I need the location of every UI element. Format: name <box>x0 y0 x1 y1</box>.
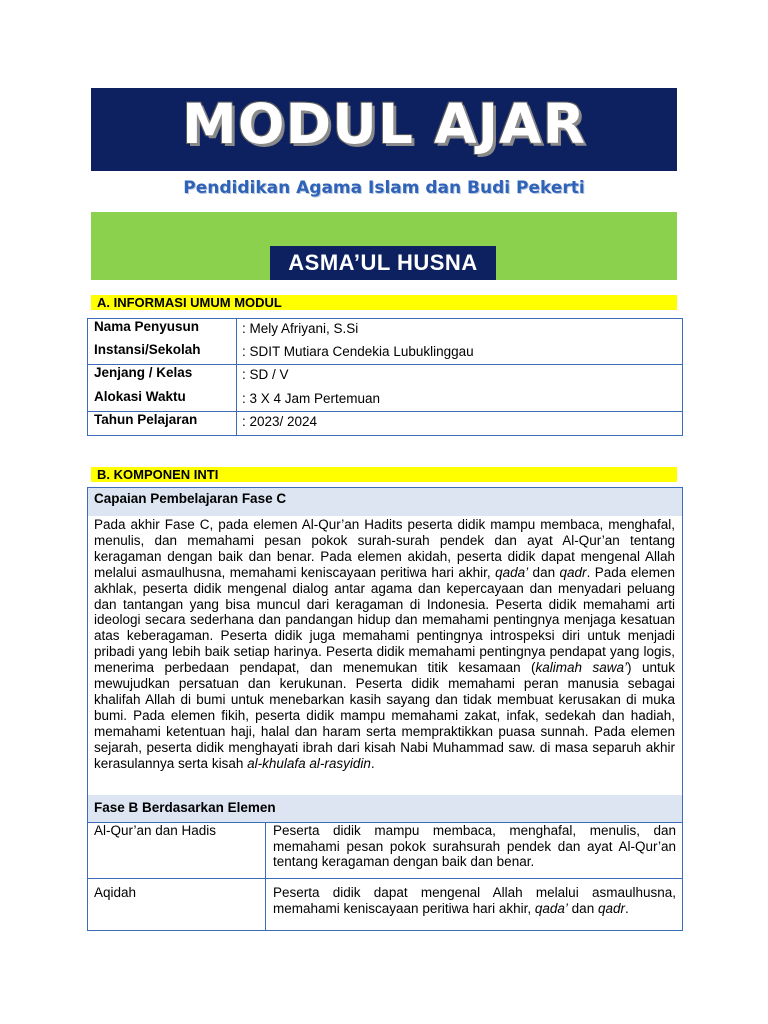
info-label: Jenjang / Kelas <box>94 365 193 380</box>
info-value: : 3 X 4 Jam Pertemuan <box>242 391 381 406</box>
info-label: Instansi/Sekolah <box>94 342 201 357</box>
section-a-heading: A. INFORMASI UMUM MODUL <box>91 295 677 310</box>
info-label: Tahun Pelajaran <box>94 412 198 427</box>
info-row <box>88 342 682 364</box>
element-row-divider <box>88 878 682 879</box>
element-description: Peserta didik dapat mengenal Allah melalui asmaulhusna, memahami keniscayaan peritiwa hari akhir, qada’ dan qadr. <box>273 885 676 916</box>
document-title: MODUL AJAR <box>182 92 586 156</box>
element-description: Peserta didik mampu membaca, menghafal, menulis, dan memahami pesan pokok surahsurah pendek dan ayat Al-Qur’an tentang keragaman dengan baik dan benar. <box>273 823 676 869</box>
section-b-heading: B. KOMPONEN INTI <box>91 467 677 482</box>
title-banner <box>91 88 677 171</box>
info-value: : SDIT Mutiara Cendekia Lubuklinggau <box>242 344 474 359</box>
info-row <box>88 319 682 341</box>
general-info-table <box>87 318 683 436</box>
info-label: Alokasi Waktu <box>94 389 186 404</box>
info-row <box>88 412 682 434</box>
info-value: : SD / V <box>242 367 289 382</box>
core-components-table <box>87 487 683 931</box>
info-row <box>88 365 682 387</box>
info-value: : 2023/ 2024 <box>242 414 318 429</box>
cp-paragraph: Pada akhir Fase C, pada elemen Al-Qur’an Hadits peserta didik mampu membaca, menghafal, menulis, dan memahami pesan pokok surah-surah pendek dan ayat Al-Qur’an tentang keragaman dengan baik dan benar. Pada elemen akidah, peserta didik dapat mengenal Allah melalui asmaulhusna, memahami keniscayaan peritiwa hari akhir, qada’ dan qadr. Pada elemen akhlak, peserta didik mengenal dialog antar agama dan kepercayaan dan menyadari peluang dan tantangan yang bisa muncul dari keragaman di Indonesia. Peserta didik memahami arti ideologi secara sederhana dan pandangan hidup dan memahami pentingnya menjaga kesatuan atas keberagaman. Peserta didik juga memahami pentingnya introspeksi diri untuk menjadi pribadi yang lebih baik setiap harinya. Peserta didik memahami pentingnya pendapat yang logis, menerima perbedaan pendapat, dan menemukan titik kesamaan (kalimah sawa’) untuk mewujudkan persatuan dan kerukunan. Peserta didik memahami peran manusia sebagai khalifah Allah di bumi untuk menebarkan kasih sayang dan tidak membuat kerusakan di muka bumi. Pada elemen fikih, peserta didik mampu memahami zakat, infak, sedekah dan hadiah, memahami ketentuan haji, halal dan haram serta mempraktikkan puasa sunnah. Pada elemen sejarah, peserta didik menghayati ibrah dari kisah Nabi Muhammad saw. di masa separuh akhir kerasulannya serta kisah al-khulafa al-rasyidin. <box>94 517 676 771</box>
subject-subtitle: Pendidikan Agama Islam dan Budi Pekerti <box>183 178 585 198</box>
element-name: Al-Qur’an dan Hadis <box>94 823 217 838</box>
topic-title: ASMA’UL HUSNA <box>270 246 496 280</box>
cp-title: Capaian Pembelajaran Fase C <box>88 488 682 516</box>
info-label: Nama Penyusun <box>94 319 200 334</box>
element-column-divider <box>265 822 266 930</box>
element-name: Aqidah <box>94 885 137 900</box>
fase-title: Fase B Berdasarkan Elemen <box>88 795 682 822</box>
info-row <box>88 389 682 411</box>
info-value: : Mely Afriyani, S.Si <box>242 321 359 336</box>
